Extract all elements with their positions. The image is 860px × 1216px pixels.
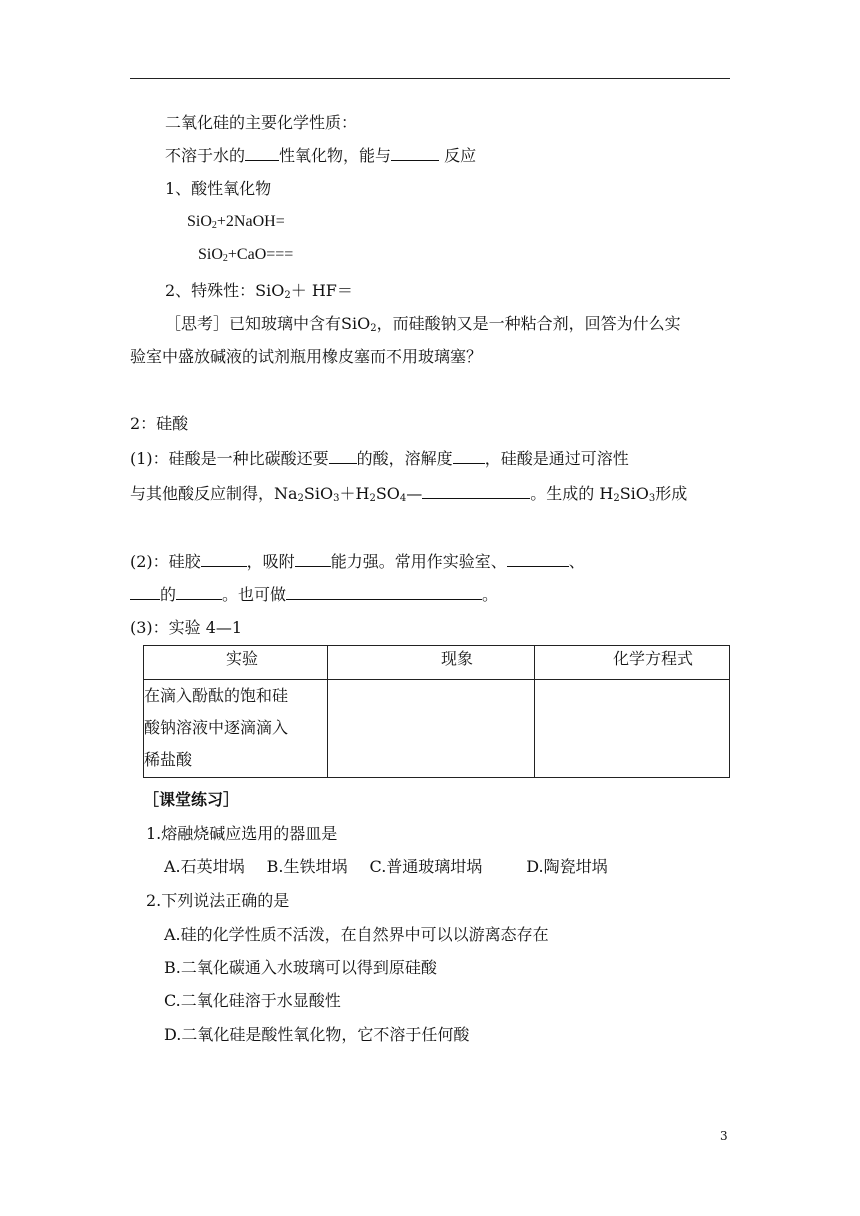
fill-blank[interactable]: [176, 584, 222, 600]
cell-line: 稀盐酸: [144, 750, 193, 769]
text: (2)：硅胶: [130, 552, 201, 571]
option-c[interactable]: C.二氧化硅溶于水显酸性: [164, 991, 341, 1010]
text: 。也可做: [222, 585, 287, 604]
text: SiO: [619, 484, 649, 503]
silica-gel-line1: [130, 551, 585, 573]
think-question-line1: [165, 313, 681, 335]
header-rule: [130, 78, 730, 79]
option-d[interactable]: D.陶瓷坩埚: [526, 857, 608, 876]
text: SO: [375, 484, 400, 503]
experiment-table: [143, 645, 730, 778]
section-silicic-acid: 2：硅酸: [130, 414, 189, 433]
phenomenon-cell[interactable]: [328, 680, 535, 778]
subscript: 2: [222, 253, 228, 264]
question-1: 1.熔融烧碱应选用的器皿是: [146, 824, 338, 843]
fill-blank[interactable]: [130, 584, 160, 600]
fill-blank[interactable]: [422, 483, 530, 499]
subscript: 3: [333, 493, 340, 504]
option-d[interactable]: D.二氧化硅是酸性氧化物，它不溶于任何酸: [164, 1025, 470, 1044]
question-2: 2.下列说法正确的是: [146, 891, 290, 910]
silicic-acid-p1-line2: [130, 483, 687, 505]
silicic-acid-p1-line1: [130, 448, 629, 470]
equation-cao: [198, 244, 293, 266]
fill-blank[interactable]: [453, 448, 485, 464]
text: ［思考］已知玻璃中含有SiO: [165, 314, 371, 333]
cell-line: 在滴入酚酞的饱和硅: [144, 686, 289, 705]
practice-heading: ［课堂练习］: [143, 790, 240, 809]
option-b[interactable]: B.生铁坩埚: [266, 857, 348, 876]
text: 2、特殊性：SiO: [165, 281, 285, 300]
fill-blank[interactable]: [329, 448, 357, 464]
text: 的酸，溶解度: [356, 449, 453, 468]
text: 不溶于水的: [165, 146, 246, 165]
text: ，而硅酸钠又是一种粘合剂，回答为什么实: [376, 314, 681, 333]
text: 。生成的 H: [530, 484, 614, 503]
insoluble-line: [165, 145, 476, 167]
text: 。: [482, 585, 499, 604]
text: ，吸附: [246, 552, 295, 571]
acidic-oxide-item: 1、酸性氧化物: [165, 179, 272, 198]
header-phenomenon: 现象: [328, 646, 535, 680]
subscript: 2: [284, 290, 291, 301]
option-a[interactable]: A.石英坩埚: [164, 857, 245, 876]
text: —: [406, 484, 423, 503]
option-a[interactable]: A.硅的化学性质不活泼，在自然界中可以以游离态存在: [164, 925, 549, 944]
text: 形成: [655, 484, 688, 503]
cell-line: 酸钠溶液中逐滴滴入: [144, 718, 289, 737]
header-experiment: 实验: [144, 646, 328, 680]
text: SiO: [198, 246, 223, 263]
text: SiO: [187, 213, 212, 230]
text: +2NaOH=: [216, 213, 285, 230]
fill-blank[interactable]: [507, 551, 569, 567]
option-b[interactable]: B.二氧化碳通入水玻璃可以得到原硅酸: [164, 958, 437, 977]
text: +CaO===: [227, 246, 294, 263]
subscript: 2: [370, 323, 377, 334]
fill-blank[interactable]: [391, 145, 439, 161]
text: 与其他酸反应制得，Na: [130, 484, 298, 503]
text: ＋ HF＝: [290, 281, 353, 300]
page-number: 3: [720, 1129, 728, 1143]
text: ，硅酸是通过可溶性: [484, 449, 629, 468]
equation-naoh: [187, 211, 285, 233]
fill-blank[interactable]: [245, 145, 279, 161]
text: 性氧化物，能与: [279, 146, 392, 165]
text: 的: [160, 585, 177, 604]
experiment-cell: [144, 680, 328, 778]
sio2-properties-heading: 二氧化硅的主要化学性质：: [165, 113, 358, 132]
subscript: 3: [648, 493, 656, 504]
table-header-row: [144, 646, 730, 680]
text: SiO: [303, 484, 334, 503]
special-property: [165, 280, 353, 302]
text: 能力强。常用作实验室、: [330, 552, 507, 571]
subscript: 2: [613, 493, 620, 504]
text: 反应: [439, 146, 477, 165]
think-question-line2: 验室中盛放碱液的试剂瓶用橡皮塞而不用玻璃塞？: [130, 347, 483, 366]
subscript: 2: [369, 493, 376, 504]
text: (1)：硅酸是一种比碳酸还要: [130, 449, 329, 468]
experiment-label: (3)：实验 4—1: [130, 618, 243, 637]
question-1-options: [164, 856, 608, 878]
fill-blank[interactable]: [295, 551, 331, 567]
table-row: [144, 680, 730, 778]
text: 、: [568, 552, 585, 571]
option-c[interactable]: C.普通玻璃坩埚: [369, 857, 483, 876]
equation-cell[interactable]: [535, 680, 730, 778]
subscript: 4: [399, 493, 407, 504]
text: ＋H: [339, 484, 370, 503]
subscript: 2: [211, 220, 217, 231]
silica-gel-line2: [130, 584, 498, 606]
fill-blank[interactable]: [201, 551, 247, 567]
header-equation: 化学方程式: [535, 646, 730, 680]
fill-blank[interactable]: [286, 584, 482, 600]
subscript: 2: [297, 493, 304, 504]
